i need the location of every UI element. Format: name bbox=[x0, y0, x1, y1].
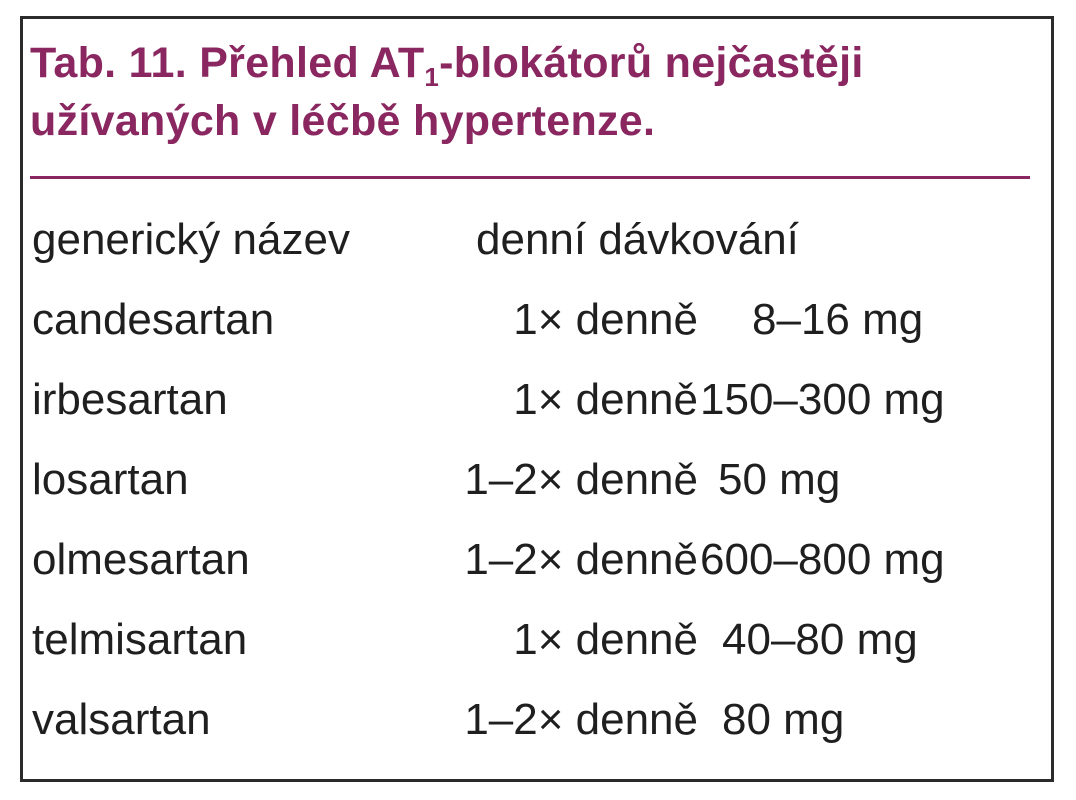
table-header-row bbox=[0, 210, 1034, 270]
table-row bbox=[0, 610, 1034, 670]
drug-name: losartan bbox=[32, 455, 189, 504]
table-row bbox=[0, 290, 1034, 350]
title-prefix: Tab. 11. Přehled AT bbox=[30, 39, 425, 87]
table-title bbox=[30, 34, 864, 150]
table-row bbox=[0, 450, 1034, 510]
drug-frequency: 1–2× denně bbox=[464, 695, 698, 744]
drug-dose: 80 mg bbox=[722, 695, 845, 744]
title-line1-rest: -blokátorů nejčastěji bbox=[439, 39, 864, 87]
drug-dose: 150–300 mg bbox=[700, 375, 945, 424]
header-daily-dosage: denní dávkování bbox=[476, 215, 799, 264]
table-row bbox=[0, 690, 1034, 750]
drug-dose: 8–16 mg bbox=[752, 295, 924, 344]
title-subscript: 1 bbox=[424, 62, 440, 92]
table-row bbox=[0, 370, 1034, 430]
drug-frequency: 1–2× denně bbox=[464, 455, 698, 504]
drug-frequency: 1× denně bbox=[513, 295, 698, 344]
drug-frequency: 1× denně bbox=[513, 375, 698, 424]
table-row bbox=[0, 530, 1034, 590]
drug-dose: 600–800 mg bbox=[700, 535, 945, 584]
drug-name: telmisartan bbox=[32, 615, 248, 664]
title-divider bbox=[30, 176, 1030, 179]
drug-frequency: 1× denně bbox=[513, 615, 698, 664]
drug-name: valsartan bbox=[32, 695, 211, 744]
drug-dose: 50 mg bbox=[718, 455, 841, 504]
drug-frequency: 1–2× denně bbox=[464, 535, 698, 584]
drug-name: olmesartan bbox=[32, 535, 250, 584]
title-line2: užívaných v léčbě hypertenze. bbox=[30, 97, 656, 145]
drug-name: candesartan bbox=[32, 295, 275, 344]
header-generic-name: generický název bbox=[32, 215, 350, 264]
drug-dose: 40–80 mg bbox=[722, 615, 918, 664]
drug-name: irbesartan bbox=[32, 375, 228, 424]
